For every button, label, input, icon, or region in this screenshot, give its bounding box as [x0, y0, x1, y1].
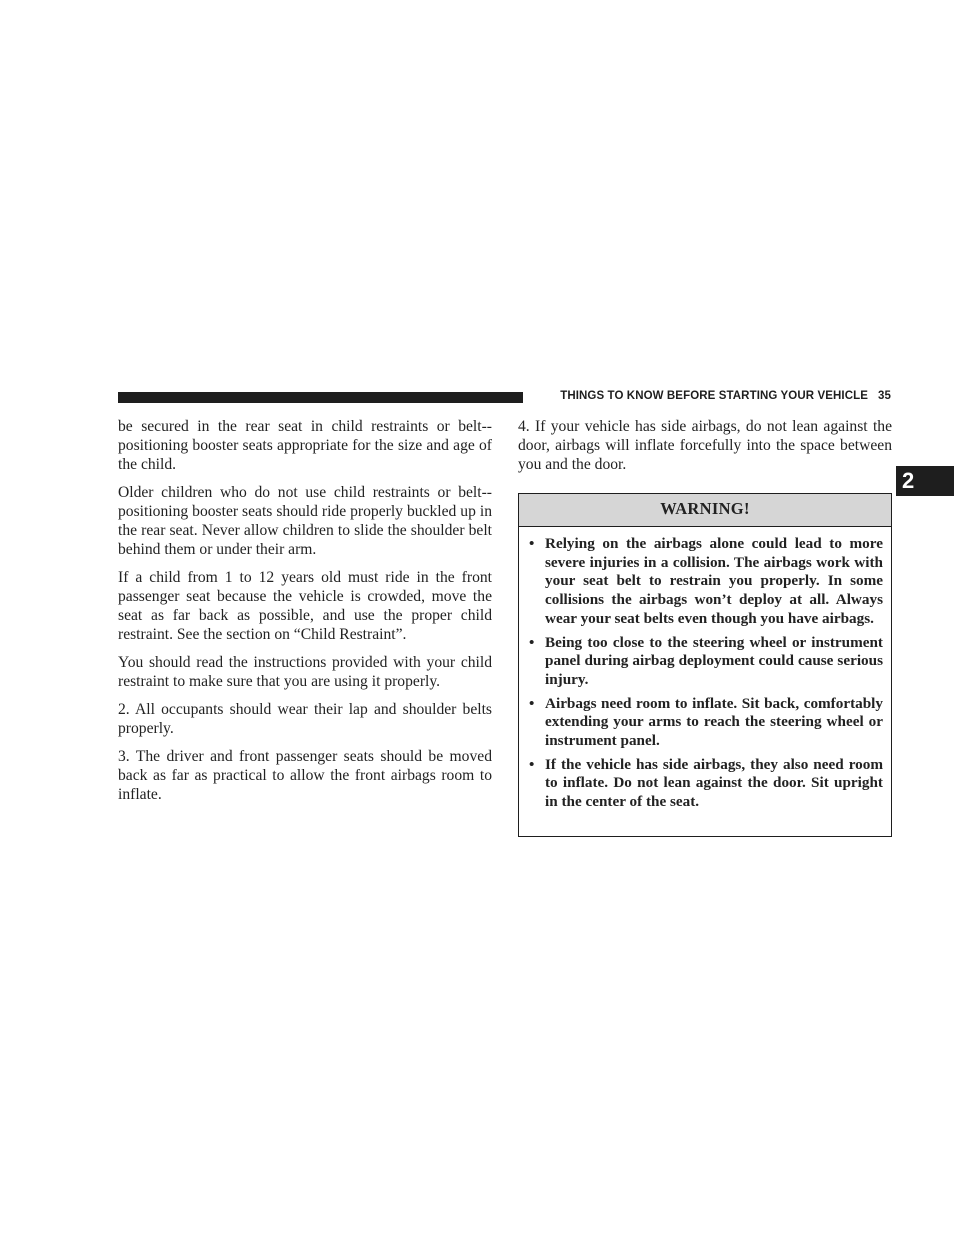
header-rule — [118, 392, 523, 403]
warning-item-text: Airbags need room to inflate. Sit back, comfortably extending your arms to reach the steering wheel or instrument panel. — [545, 694, 883, 750]
bullet-icon: • — [529, 755, 535, 773]
bullet-icon: • — [529, 633, 535, 651]
warning-item — [519, 634, 883, 690]
warning-item — [519, 756, 883, 812]
paragraph: Older children who do not use child restraints or belt-positioning booster seats should ride properly buckled up in the rear seat. Never allow children to slide the shoulder belt behind them or under their arm. — [118, 484, 492, 558]
bullet-icon: • — [529, 694, 535, 712]
warning-box — [518, 493, 892, 837]
warning-title: WARNING! — [519, 494, 891, 527]
left-column — [118, 417, 492, 813]
warning-item — [519, 695, 883, 751]
section-title: THINGS TO KNOW BEFORE STARTING YOUR VEHICLE — [560, 390, 868, 402]
running-header — [533, 390, 891, 402]
paragraph: 4. If your vehicle has side airbags, do not lean against the door, airbags will inflate forcefully into the space between you and the door. — [518, 418, 892, 473]
warning-item — [519, 535, 883, 629]
paragraph: You should read the instructions provided with your child restraint to make sure that you are using it properly. — [118, 654, 492, 690]
paragraph: 2. All occupants should wear their lap and shoulder belts properly. — [118, 701, 492, 737]
paragraph: be secured in the rear seat in child restraints or belt-positioning booster seats appropriate for the size and age of the child. — [118, 418, 492, 473]
chapter-tab: 2 — [896, 466, 954, 496]
warning-item-text: If the vehicle has side airbags, they also need room to inflate. Do not lean against the door. Sit upright in the center of the seat. — [545, 755, 883, 811]
paragraph: If a child from 1 to 12 years old must ride in the front passenger seat because the vehicle is crowded, move the seat as far back as possible, and use the proper child restraint. See the section on “Child Restraint”. — [118, 569, 492, 643]
warning-list — [519, 527, 891, 812]
paragraph: 3. The driver and front passenger seats should be moved back as far as practical to allow the front airbags room to inflate. — [118, 748, 492, 803]
warning-item-text: Being too close to the steering wheel or instrument panel during airbag deployment could cause serious injury. — [545, 633, 883, 688]
page-number: 35 — [878, 390, 891, 402]
right-column — [518, 417, 892, 483]
bullet-icon: • — [529, 535, 535, 552]
warning-item-text: Relying on the airbags alone could lead to more severe injuries in a collision. The airbags work with your seat belt to restrain you properly. In some collisions the airbags won’t deploy at all. Always wear your seat belts even though you have airbags. — [545, 535, 883, 627]
